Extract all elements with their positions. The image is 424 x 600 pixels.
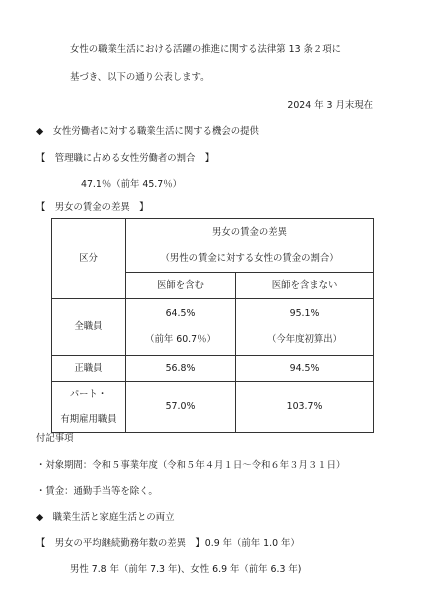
wage-gap-heading: 【 男女の賃金の差異 】 (36, 202, 149, 213)
table-row (52, 382, 374, 433)
intro-line-2: 基づき、以下の通り公表します。 (70, 72, 210, 83)
report-date: 2024 年 3 月末現在 (287, 100, 373, 111)
mgmt-ratio-heading: 【 管理職に占める女性労働者の割合 】 (36, 153, 215, 164)
note-period: ・対象期間：令和５事業年度（令和５年４月１日～令和６年３月３１日） (36, 460, 346, 471)
wage-gap-table (51, 218, 374, 433)
section-2-heading: ◆ 職業生活と家庭生活との両立 (36, 512, 175, 523)
table-header-excl-doctors: 医師を含まない (236, 273, 374, 299)
tenure-detail: 男性 7.8 年（前年 7.3 年)、女性 6.9 年（前年 6.3 年) (70, 564, 302, 575)
cell-all-incl: 64.5% （前年 60.7％） (126, 299, 236, 356)
table-header-incl-doctors: 医師を含む (126, 273, 236, 299)
cell-parttime-incl: 57.0% (126, 382, 236, 433)
notes-title: 付記事項 (36, 433, 74, 444)
row-label-parttime: パート・ 有期雇用職員 (52, 382, 126, 433)
cell-parttime-excl: 103.7% (236, 382, 374, 433)
section-1-heading: ◆ 女性労働者に対する職業生活に関する機会の提供 (36, 126, 259, 137)
cell-regular-incl: 56.8% (126, 356, 236, 382)
row-label-all: 全職員 (52, 299, 126, 356)
intro-line-1: 女性の職業生活における活躍の推進に関する法律第 13 条２項に (70, 44, 342, 55)
mgmt-ratio-value: 47.1％（前年 45.7％） (81, 179, 182, 190)
tenure-heading: 【 男女の平均継続勤務年数の差異 】0.9 年（前年 1.0 年） (36, 538, 300, 549)
table-row (52, 299, 374, 356)
note-wage: ・賃金：通勤手当等を除く。 (36, 486, 158, 497)
cell-regular-excl: 94.5% (236, 356, 374, 382)
table-header-title: 男女の賃金の差異 （男性の賃金に対する女性の賃金の割合） (126, 219, 374, 273)
cell-all-excl: 95.1% （今年度初算出） (236, 299, 374, 356)
table-header-category: 区分 (52, 219, 126, 299)
table-row (52, 356, 374, 382)
row-label-regular: 正職員 (52, 356, 126, 382)
